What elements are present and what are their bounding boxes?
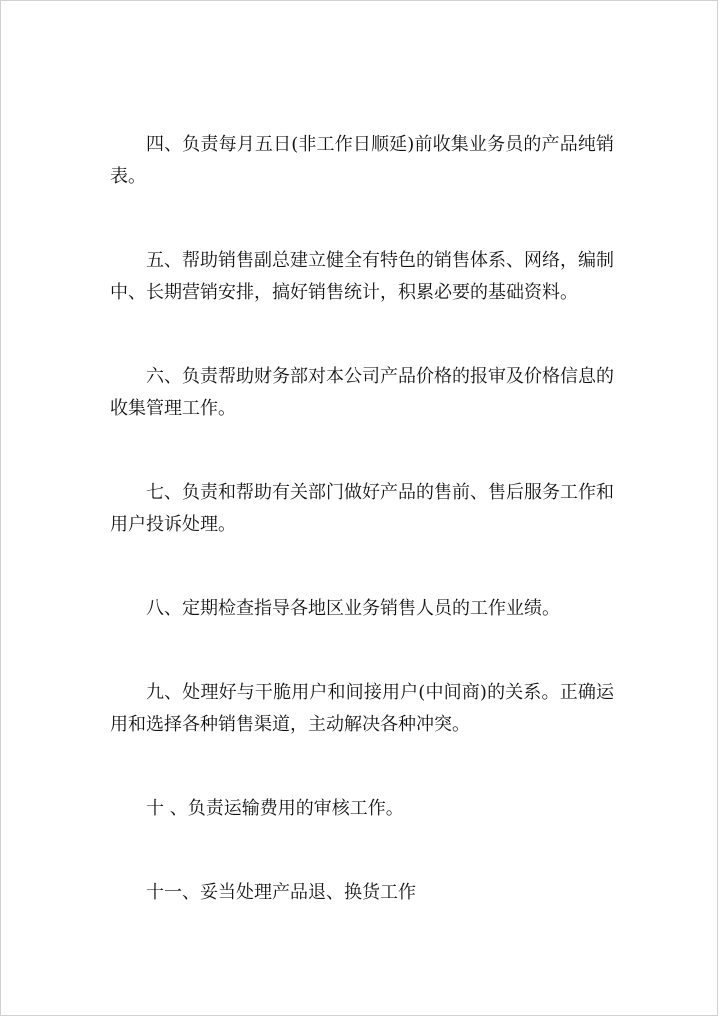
paragraph-6: 六、负责帮助财务部对本公司产品价格的报审及价格信息的收集管理工作。 (110, 366, 614, 419)
document-body (110, 129, 614, 909)
paragraph-10: 十 、负责运输费用的审核工作。 (146, 798, 404, 819)
paragraph-7: 七、负责和帮助有关部门做好产品的售前、售后服务工作和用户投诉处理。 (110, 482, 614, 535)
paragraph-4: 四、负责每月五日(非工作日顺延)前收集业务员的产品纯销表。 (110, 134, 614, 187)
paragraph-8: 八、定期检查指导各地区业务销售人员的工作业绩。 (146, 598, 560, 619)
paragraph-11: 十一、妥当处理产品退、换货工作 (146, 882, 416, 903)
paragraph-9: 九、处理好与干脆用户和间接用户(中间商)的关系。正确运用和选择各种销售渠道，主动解决各种冲突。 (110, 682, 614, 735)
paragraph-5: 五、帮助销售副总建立健全有特色的销售体系、网络，编制中、长期营销安排，搞好销售统计，积累必要的基础资料。 (110, 250, 614, 303)
